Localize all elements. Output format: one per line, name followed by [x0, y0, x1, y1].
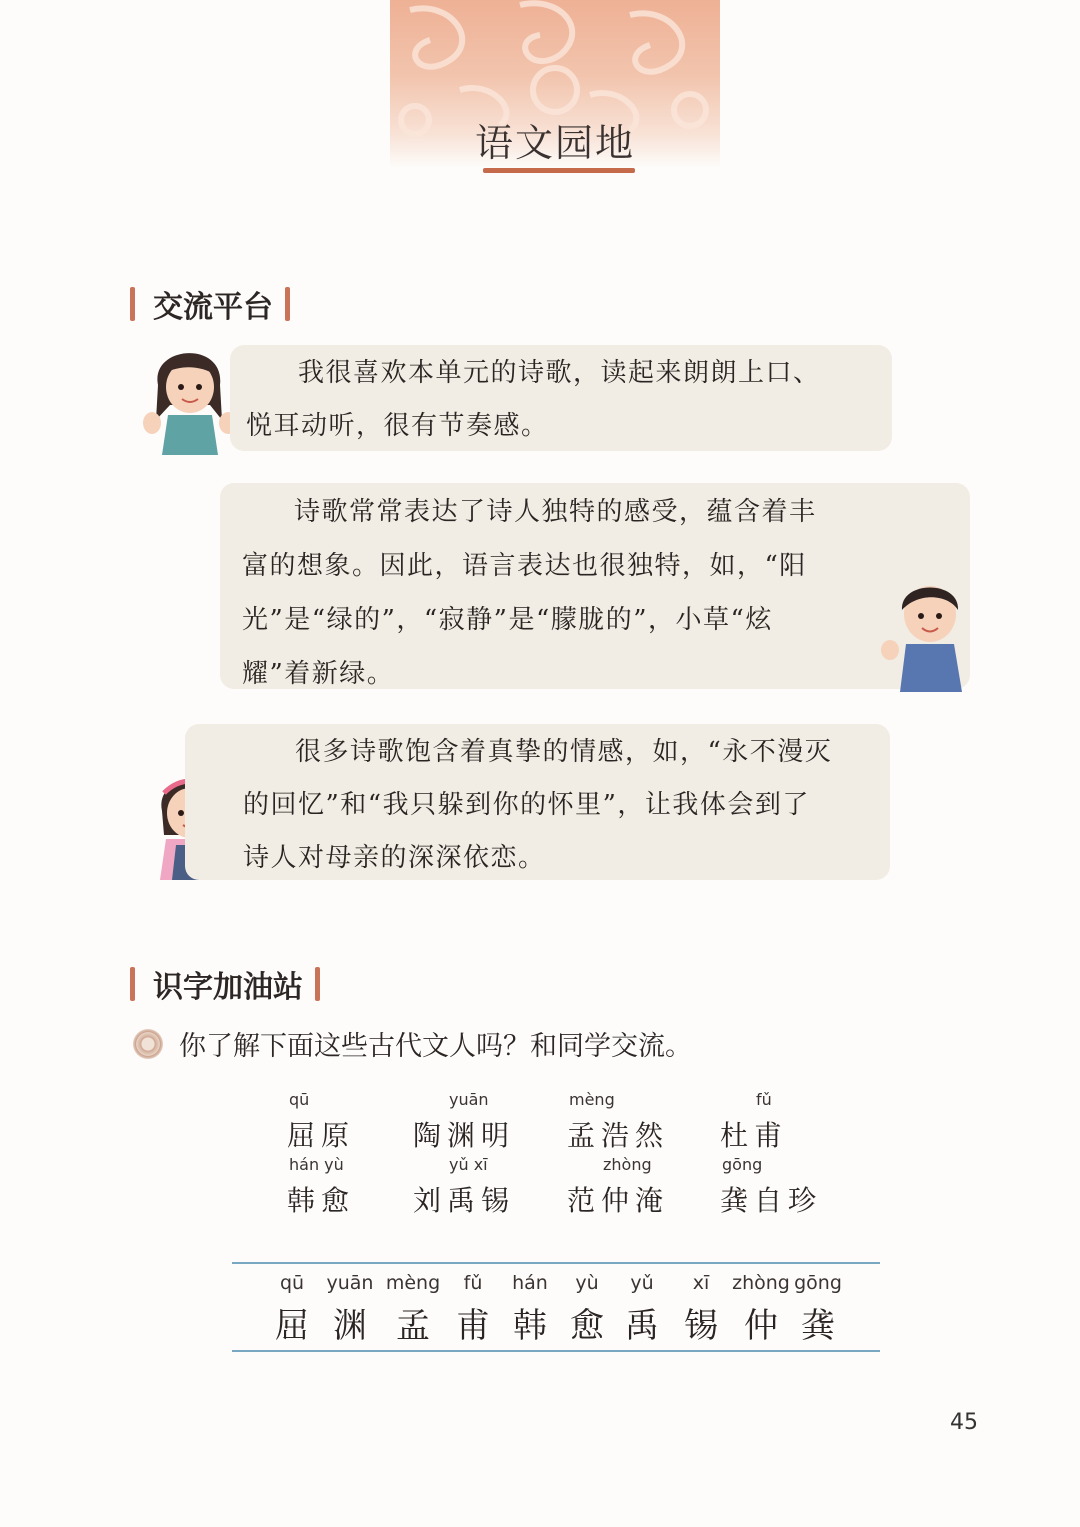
pinyin-row — [287, 1155, 355, 1179]
pinyin-label: yǔ xī — [449, 1155, 488, 1174]
section-heading-text: 交流平台 — [153, 290, 273, 325]
pinyin-label: gōng — [722, 1155, 763, 1174]
character-pinyin: yǔ — [630, 1272, 654, 1294]
ancient-writer-name — [567, 1155, 669, 1219]
heading-bar — [130, 287, 135, 321]
girl-illustration — [140, 335, 240, 455]
new-character — [788, 1272, 848, 1347]
new-character — [320, 1272, 380, 1347]
new-character — [262, 1272, 322, 1347]
pinyin-row — [720, 1090, 788, 1114]
ancient-writer-name — [413, 1090, 515, 1154]
writer-hanzi: 韩愈 — [287, 1184, 356, 1217]
speech-bubble-2 — [220, 483, 970, 689]
ancient-writer-name — [567, 1090, 669, 1154]
pinyin-label: zhòng — [603, 1155, 652, 1174]
pinyin-row — [413, 1090, 515, 1114]
heading-bar — [315, 967, 320, 1001]
section-heading-exchange — [130, 282, 290, 326]
pinyin-row — [413, 1155, 515, 1179]
character-hanzi: 愈 — [570, 1306, 604, 1346]
character-hanzi: 锡 — [684, 1306, 718, 1346]
heading-bar — [130, 967, 135, 1001]
writer-hanzi: 刘禹锡 — [413, 1184, 516, 1217]
character-pinyin: xī — [692, 1272, 710, 1294]
bubble-line: 诗人对母亲的深深依恋。 — [243, 843, 546, 873]
pinyin-label: mèng — [569, 1090, 615, 1109]
section-heading-literacy — [130, 962, 320, 1006]
new-character — [500, 1272, 560, 1347]
character-hanzi: 屈 — [275, 1306, 309, 1346]
character-pinyin: yuān — [326, 1272, 374, 1294]
task-text: 你了解下面这些古代文人吗？和同学交流。 — [179, 1031, 692, 1062]
boy-illustration — [878, 572, 980, 692]
bubble-line: 光”是“绿的”，“寂静”是“朦胧的”，小草“炫 — [242, 605, 773, 635]
ancient-writer-name — [413, 1155, 515, 1219]
section-heading-text: 识字加油站 — [153, 970, 303, 1005]
bubble-line: 诗歌常常表达了诗人独特的感受，蕴含着丰 — [294, 497, 817, 527]
bubble-line: 富的想象。因此，语言表达也很独特，如，“阳 — [242, 551, 807, 581]
task-instruction — [133, 1024, 692, 1063]
ancient-writer-name — [720, 1090, 788, 1154]
character-hanzi: 仲 — [744, 1306, 778, 1346]
pinyin-label: yuān — [449, 1090, 489, 1109]
writer-hanzi: 陶渊明 — [413, 1119, 516, 1152]
character-hanzi: 韩 — [513, 1306, 547, 1346]
page-number: 45 — [950, 1410, 978, 1435]
writer-hanzi: 屈原 — [287, 1119, 356, 1152]
pinyin-label: fǔ — [756, 1090, 772, 1109]
character-hanzi: 甫 — [456, 1306, 490, 1346]
new-character — [557, 1272, 617, 1347]
character-pinyin: qū — [279, 1272, 305, 1294]
strip-top-line — [232, 1262, 880, 1264]
character-hanzi: 孟 — [396, 1306, 430, 1346]
ancient-writer-name — [287, 1090, 355, 1154]
character-pinyin: mèng — [385, 1272, 441, 1294]
writer-hanzi: 范仲淹 — [567, 1184, 670, 1217]
speaking-icon — [133, 1029, 163, 1059]
character-pinyin: gōng — [794, 1272, 842, 1294]
new-character — [443, 1272, 503, 1347]
writer-hanzi: 杜甫 — [720, 1119, 789, 1152]
bubble-line: 很多诗歌饱含着真挚的情感，如，“永不漫灭 — [295, 737, 833, 767]
bubble-line: 耀”着新绿。 — [242, 659, 395, 689]
writer-hanzi: 孟浩然 — [567, 1119, 670, 1152]
page-title: 语文园地 — [474, 121, 635, 165]
ancient-writer-name — [287, 1155, 355, 1219]
pinyin-label: qū — [289, 1090, 310, 1109]
bubble-line: 我很喜欢本单元的诗歌，读起来朗朗上口、 — [298, 358, 821, 388]
character-pinyin: hán — [512, 1272, 548, 1294]
heading-bar — [285, 287, 290, 321]
character-hanzi: 龚 — [801, 1306, 835, 1346]
speech-bubble-1 — [230, 345, 892, 451]
pinyin-row — [567, 1155, 669, 1179]
character-pinyin: yù — [575, 1272, 599, 1294]
title-underline — [483, 168, 635, 173]
pinyin-row — [567, 1090, 669, 1114]
header-banner — [390, 0, 720, 168]
pinyin-label: hán yù — [289, 1155, 344, 1174]
speech-bubble-3 — [185, 724, 890, 880]
bubble-line: 的回忆”和“我只躲到你的怀里”，让我体会到了 — [243, 790, 810, 820]
pinyin-row — [720, 1155, 822, 1179]
strip-bottom-line — [232, 1350, 880, 1352]
character-hanzi: 渊 — [333, 1306, 367, 1346]
bubble-line: 悦耳动听，很有节奏感。 — [246, 411, 549, 441]
character-pinyin: zhòng — [732, 1272, 790, 1294]
writer-hanzi: 龚自珍 — [720, 1184, 823, 1217]
character-hanzi: 禹 — [625, 1306, 659, 1346]
pinyin-row — [287, 1090, 355, 1114]
new-character — [731, 1272, 791, 1347]
character-pinyin: fǔ — [463, 1272, 483, 1294]
new-character — [612, 1272, 672, 1347]
new-character — [383, 1272, 443, 1347]
ancient-writer-name — [720, 1155, 822, 1219]
new-character — [671, 1272, 731, 1347]
